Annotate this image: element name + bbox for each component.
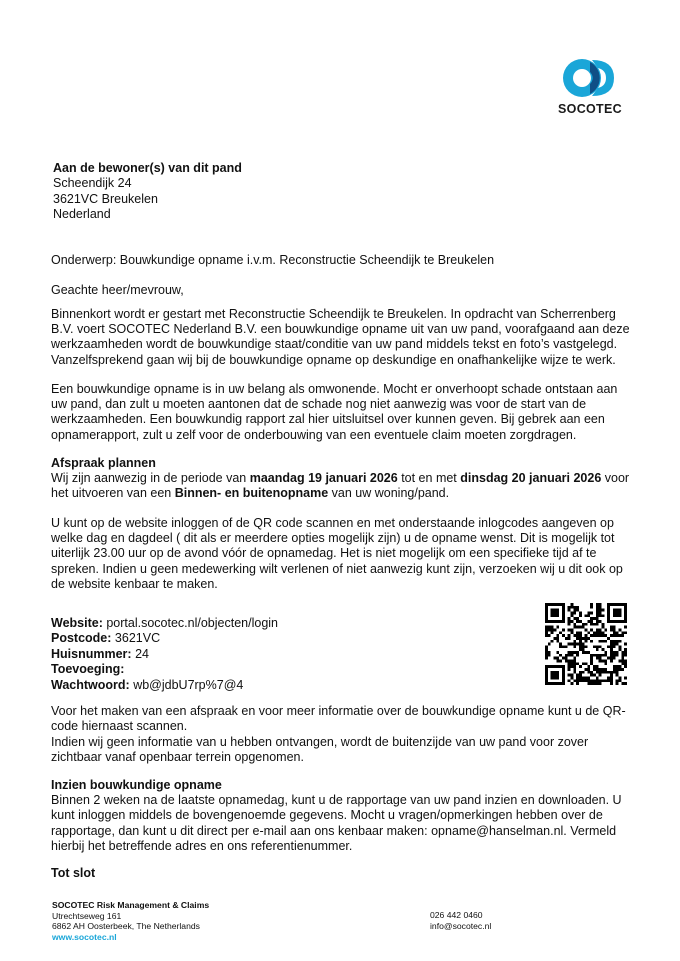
inspect-text: Binnen 2 weken na de laatste opnamedag, kunt u de rapportage van uw pand inzien en downloaden. U kunt inloggen middels de bovengenoemde gegevens. Mocht u vragen/opmerkingen hebben over de rapportage, dan kunt u dit direct per e-mail aan ons kenbaar maken: opname@hanselman.nl. Vermeld hierbij het betreffende adres en ons referentienummer. (51, 793, 622, 853)
logo-mark-icon (556, 56, 624, 102)
no-info-paragraph: Indien wij geen informatie van u hebben ontvangen, wordt de buitenzijde van uw pand voor zover zichtbaar vanaf openbaar terrein opgenomen. (51, 735, 589, 765)
appointment-heading: Afspraak plannen (51, 456, 156, 470)
footer-email[interactable]: info@socotec.nl (430, 920, 492, 931)
footer-right (430, 910, 491, 931)
recipient-address (53, 161, 242, 222)
appointment-text: Wij zijn aanwezig in de periode van maandag 19 januari 2026 tot en met dinsdag 20 januari 2026 voor het uitvoeren van een Binnen- en buitenopname van uw woning/pand. (51, 471, 630, 501)
recipient-heading: Aan de bewoner(s) van dit pand (53, 161, 242, 175)
inspect-section (51, 778, 631, 854)
huisnummer-row: Huisnummer: 24 (51, 646, 149, 661)
more-info-paragraph: Voor het maken van een afspraak en voor meer informatie over de bouwkundige opname kunt u de QR-code hiernaast scannen. (51, 704, 626, 734)
intro-paragraph: Binnenkort wordt er gestart met Reconstructie Scheendijk te Breukelen. In opdracht van Scherrenberg B.V. voert SOCOTEC Nederland B.V. een bouwkundige opname uit van uw pand, voorafgaand aan deze werkzaamheden wordt de bouwkundige staat/conditie van uw pand middels tekst en foto’s vastgelegd. Vanzelfsprekend gaan wij bij de bouwkundige opname op deskundige en onafhankelijke wijze te werk. (51, 307, 630, 367)
postcode-row: Postcode: 3621VC (51, 631, 161, 646)
closing-heading: Tot slot (51, 866, 96, 880)
login-details (51, 616, 278, 693)
toevoeging-row: Toevoeging: (51, 662, 125, 677)
subject-line: Onderwerp: Bouwkundige opname i.v.m. Reconstructie Scheendijk te Breukelen (51, 253, 495, 267)
date-to: dinsdag 20 januari 2026 (460, 471, 602, 486)
appointment-section (51, 456, 631, 502)
socotec-logo (556, 56, 624, 120)
website-info-paragraph: U kunt op de website inloggen of de QR code scannen en met onderstaande inlogcodes aangeven op welke dag en dagdeel ( dit als er meerdere opties mogelijk zijn) u de opname wenst. Dit is mogelijk tot uiterlijk 23.00 uur op de avond vóór de opnamedag. Het is niet mogelijk om een specifieke tijd af te spreken. Indien u geen medewerking wilt verlenen of niet aanwezig kunt zijn, verzoeken wij u dit ook op de website kenbaar te maken. (51, 516, 623, 591)
interest-paragraph: Een bouwkundige opname is in uw belang als omwonende. Mocht er onverhoopt schade ontstaan aan uw pand, dan zult u moeten aantonen dat de schade nog niet aanwezig was voor de start van de werkzaamheden. Een bouwkundig rapport zal hier uitsluitsel over kunnen geven. Bij gebrek aan een opnamerapport, zult u zelf voor de onderbouwing van een eventuele claim moeten zorgdragen. (51, 382, 618, 442)
inspect-heading: Inzien bouwkundige opname (51, 778, 222, 792)
recipient-street: Scheendijk 24 (53, 176, 132, 191)
date-from: maandag 19 januari 2026 (249, 471, 398, 486)
footer-phone: 026 442 0460 (430, 910, 483, 920)
logo-wordmark: SOCOTEC (558, 102, 622, 116)
website-row: Website: portal.socotec.nl/objecten/login (51, 616, 278, 630)
footer-street: Utrechtseweg 161 (52, 910, 122, 921)
footer-company: SOCOTEC Risk Management & Claims (52, 900, 210, 910)
wachtwoord-row: Wachtwoord: wb@jdbU7rp%7@4 (51, 677, 244, 692)
qr-code[interactable] (545, 603, 627, 685)
footer-website-link[interactable]: www.socotec.nl (52, 931, 117, 942)
footer-left (52, 900, 209, 942)
recipient-country: Nederland (53, 206, 111, 221)
opname-type: Binnen- en buitenopname (174, 486, 329, 501)
recipient-city: 3621VC Breukelen (53, 191, 158, 206)
qr-code-icon (545, 603, 627, 685)
salutation: Geachte heer/mevrouw, (51, 283, 184, 297)
website-link[interactable]: portal.socotec.nl/objecten/login (106, 616, 278, 630)
footer-city: 6862 AH Oosterbeek, The Netherlands (52, 921, 200, 931)
